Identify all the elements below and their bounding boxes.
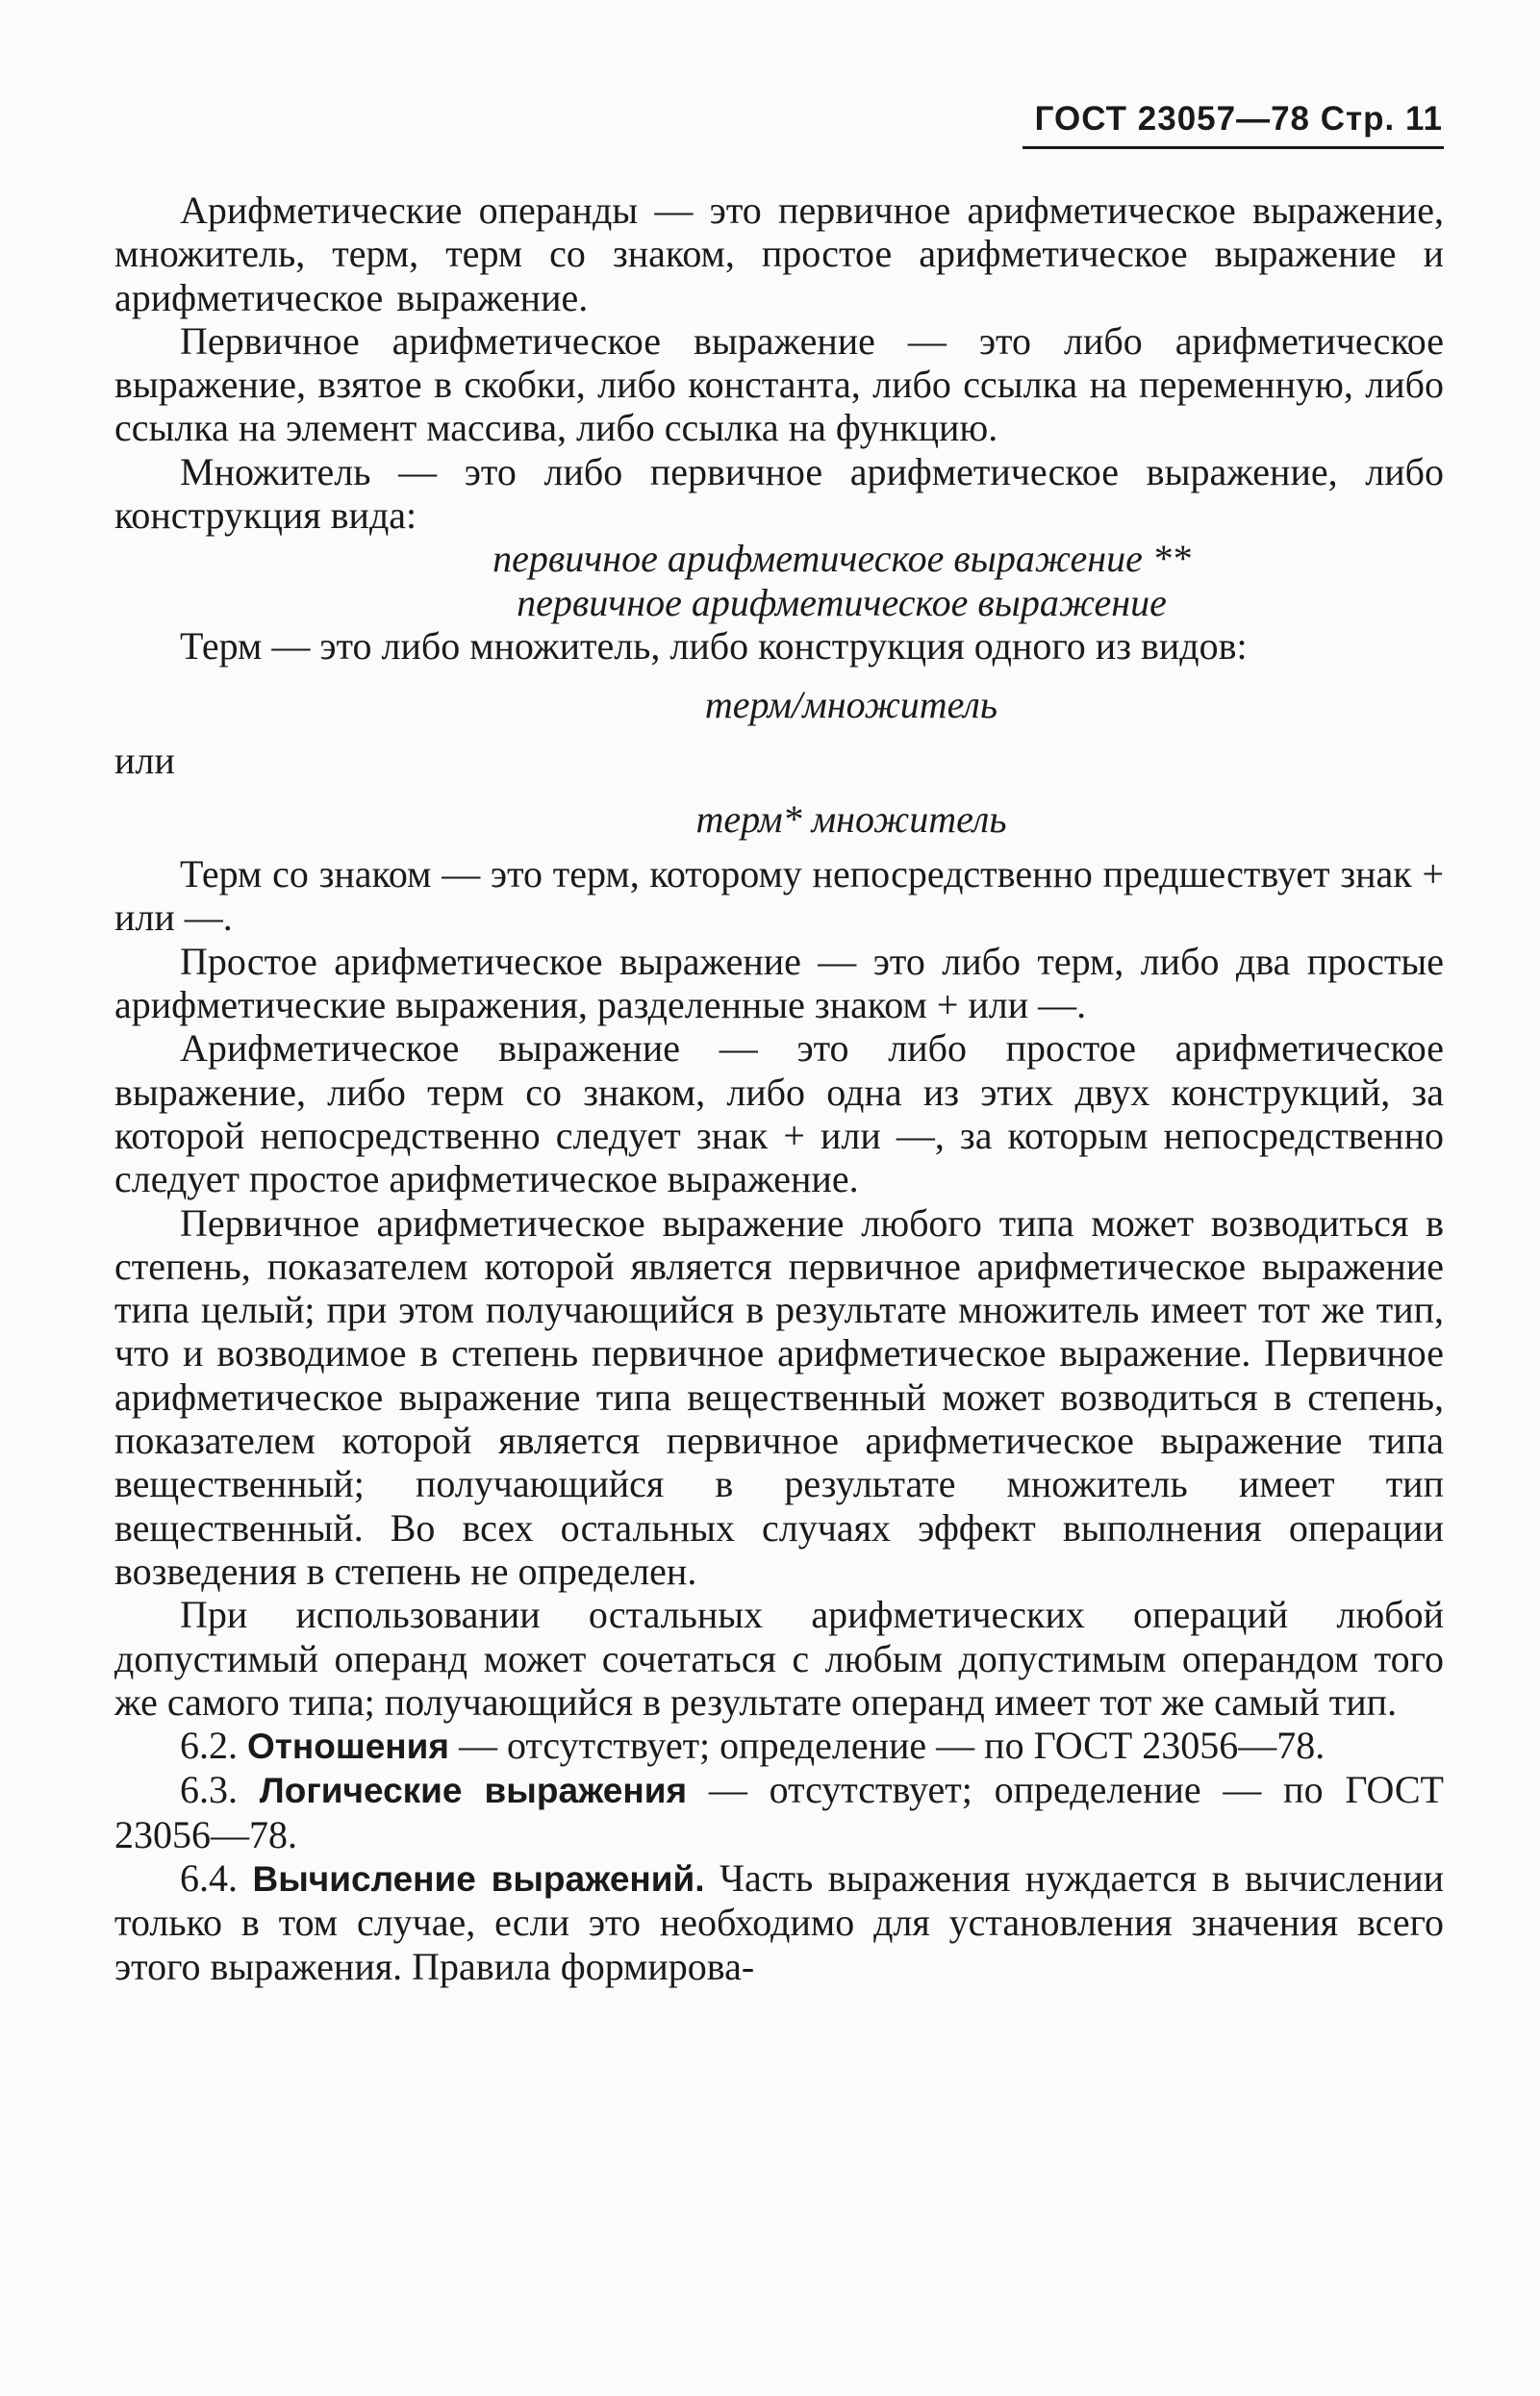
section-6-4-number: 6.4. <box>180 1855 238 1900</box>
paragraph-term: Терм — это либо множитель, либо конструкция одного из видов: <box>180 623 1248 668</box>
section-6-2-number: 6.2. <box>180 1724 238 1768</box>
section-6-3 <box>114 1768 1444 1856</box>
section-6-4-text: Часть выражения нуждается в вычислении только в том случае, если это необходимо для установления значения всего этого выражения. Правила формирова- <box>114 1855 1445 1988</box>
paragraph-exponentiation: Первичное арифметическое выражение любого типа может возводиться в степень, показателем которой является первичное арифметическое выражение типа целый; при этом получающийся в результате множитель имеет тот же тип, что и возводимое в степень первичное арифметическое выражение. Первичное арифметическое выражение типа вещественный может возводиться в степень, показателем которой является первичное арифметическое выражение типа вещественный; получающийся в результате множитель имеет тип вещественный. Во всех остальных случаях эффект выполнения операции возведения в степень не определен. <box>114 1200 1444 1593</box>
paragraph-other-operations: При использовании остальных арифметических операций любой допустимый операнд может сочетаться с любым допустимым операндом того же самого типа; получающийся в результате операнд имеет тот же самый тип. <box>114 1593 1444 1724</box>
section-6-4-title: Вычисление выражений. <box>252 1858 705 1899</box>
header-rule <box>1022 146 1444 149</box>
formula-power-line1: первичное арифметическое выражение ** <box>492 537 1191 581</box>
formula-power-line2: первичное арифметическое выражение <box>517 580 1167 624</box>
section-6-2-title: Отношения <box>247 1727 449 1767</box>
paragraph-primary-expression: Первичное арифметическое выражение — это либо арифметическое выражение, взятое в скобки, либо константа, либо ссылка на переменную, либо ссылка на элемент массива, либо ссылка на функцию. <box>114 318 1444 450</box>
page-header: ГОСТ 23057—78 Стр. 11 <box>1034 100 1443 138</box>
section-6-3-text: — отсутствует; определение — по ГОСТ 23056—78. <box>114 1768 1444 1856</box>
paragraph-arithmetic-expression: Арифметическое выражение — это либо простое арифметическое выражение, либо терм со знаком, либо одна из этих двух конструкций, за которой непосредственно следует знак + или —, за которым непосредственно следует простое арифметическое выражение. <box>114 1026 1444 1201</box>
paragraph-simple-expression: Простое арифметическое выражение — это либо терм, либо два простые арифметические выражения, разделенные знаком + или —. <box>114 939 1444 1027</box>
formula-term-divide: терм/множитель <box>704 683 998 727</box>
paragraph-arithmetic-operands: Арифметические операнды — это первичное арифметическое выражение, множитель, терм, терм со знаком, простое арифметическое выражение и арифметическое выражение. <box>114 189 1444 319</box>
formula-term-multiply: терм* множитель <box>695 796 1007 841</box>
document-body <box>114 189 1444 1988</box>
paragraph-signed-term: Терм со знаком — это терм, которому непосредственно предшествует знак + или —. <box>114 852 1444 940</box>
section-6-3-number: 6.3. <box>180 1768 238 1812</box>
section-6-2 <box>114 1724 1444 1768</box>
section-6-2-text: — отсутствует; определение — по ГОСТ 23056—78. <box>448 1724 1325 1768</box>
paragraph-multiplier: Множитель — это либо первичное арифметическое выражение, либо конструкция вида: <box>114 449 1444 538</box>
section-6-4 <box>114 1856 1444 1988</box>
word-or: или <box>114 738 175 782</box>
section-6-3-title: Логические выражения <box>259 1771 688 1811</box>
